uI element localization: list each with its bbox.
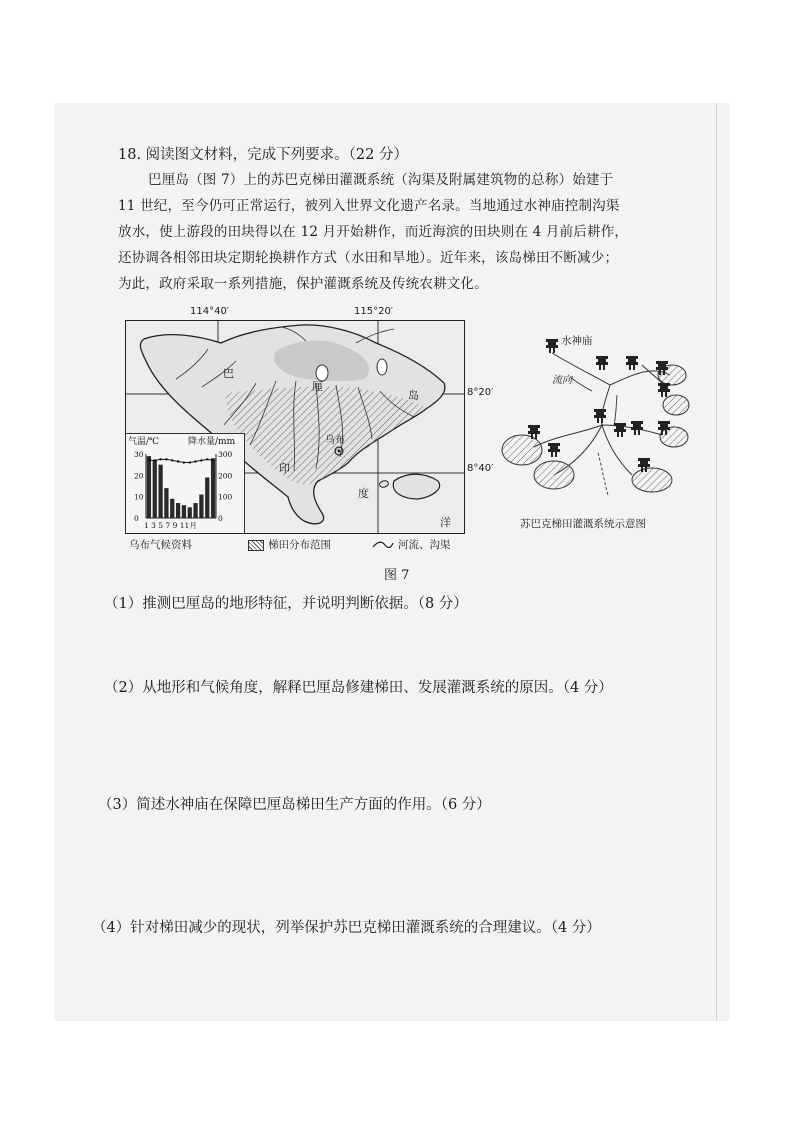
precip-axis-title: 降水量/mm xyxy=(188,437,236,447)
temp-tick-label: 0 xyxy=(134,514,139,523)
temp-point xyxy=(148,459,150,461)
temp-point xyxy=(171,459,173,461)
temp-point xyxy=(154,459,156,461)
ocean-char-2: 度 xyxy=(358,487,369,500)
terrace-legend-swatch xyxy=(248,540,264,551)
precip-tick-label: 200 xyxy=(218,471,233,481)
precip-bar xyxy=(153,460,157,518)
sub-question-2: （2）从地形和气候角度，解释巴厘岛修建梯田、发展灌溉系统的原因。（4 分） xyxy=(104,680,613,696)
precip-bar xyxy=(193,503,197,518)
precip-bar xyxy=(164,488,168,518)
sub-question-1: （1）推测巴厘岛的地形特征，并说明判断依据。（8 分） xyxy=(104,596,468,612)
precip-bar xyxy=(182,505,186,518)
material-line-5: 为此，政府采取一系列措施，保护灌溉系统及传统农耕文化。 xyxy=(118,276,488,292)
lon-label-2: 115°20′ xyxy=(354,306,394,317)
nusa-penida-island xyxy=(393,474,439,499)
temp-point xyxy=(159,458,161,460)
legend-river xyxy=(372,537,451,552)
temple-label: 水神庙 xyxy=(561,335,593,347)
temp-point xyxy=(165,458,167,460)
island-char-1: 巴 xyxy=(223,367,234,380)
flow-label: 流向 xyxy=(552,375,572,386)
small-islet xyxy=(380,481,389,487)
temp-axis-title: 气温/℃ xyxy=(128,437,160,447)
precip-bar xyxy=(205,477,209,518)
material-line-3: 放水，使上游段的田块得以在 12 月开始耕作，而近海滨的田块则在 4 月前后耕作， xyxy=(118,224,629,240)
precip-bar xyxy=(147,456,151,518)
temp-point xyxy=(183,461,185,463)
temp-point xyxy=(194,460,196,462)
question-header: 18. 阅读图文材料，完成下列要求。（22 分） xyxy=(118,147,408,163)
temp-line xyxy=(149,459,213,462)
bali-map xyxy=(125,320,465,534)
temp-tick-label: 10 xyxy=(134,492,144,502)
flow-arrows xyxy=(570,377,617,495)
precip-tick-label: 0 xyxy=(218,514,223,523)
climate-inset xyxy=(126,433,245,534)
temp-point xyxy=(189,461,191,463)
sub-question-3: （3）简述水神庙在保障巴厘岛梯田生产方面的作用。（6 分） xyxy=(98,797,491,813)
lon-label-1: 114°40′ xyxy=(190,306,230,317)
precip-bar xyxy=(211,458,215,518)
ocean-char-1: 印 xyxy=(279,462,290,475)
sub-question-4: （4）针对梯田减少的现状，列举保护苏巴克梯田灌溉系统的合理建议。（4 分） xyxy=(92,920,601,936)
subak-scheme xyxy=(492,325,702,525)
town-label: 乌布 xyxy=(325,435,345,446)
precip-bar xyxy=(170,499,174,518)
temp-point xyxy=(200,459,202,461)
climate-caption: 乌布气候资料 xyxy=(129,539,192,551)
precip-bar xyxy=(188,507,192,518)
scheme-caption: 苏巴克梯田灌溉系统示意图 xyxy=(520,518,646,530)
precip-tick-label: 300 xyxy=(218,450,233,459)
terrace-legend-label: 梯田分布范围 xyxy=(268,539,331,551)
island-char-3: 岛 xyxy=(408,389,419,402)
lat-label-2: 8°40′ xyxy=(467,463,494,474)
scheme-graphic xyxy=(492,325,702,525)
lake-2 xyxy=(377,359,387,375)
temp-point xyxy=(212,459,214,461)
material-line-2: 11 世纪，至今仍可正常运行，被列入世界文化遗产名录。当地通过水神庙控制沟渠 xyxy=(118,198,620,214)
legend-terrace xyxy=(248,537,331,552)
figure-caption: 图 7 xyxy=(384,568,410,583)
material-line-1: 巴厘岛（图 7）上的苏巴克梯田灌溉系统（沟渠及附属建筑物的总称）始建于 xyxy=(148,172,614,188)
lat-label-1: 8°20′ xyxy=(467,387,494,398)
precip-tick-label: 100 xyxy=(218,492,233,502)
temp-tick-label: 30 xyxy=(134,450,144,459)
river-legend-label: 河流、沟渠 xyxy=(398,539,451,551)
page-edge-line xyxy=(716,103,717,1021)
climate-chart xyxy=(126,434,244,534)
month-tick-labels: 1 3 5 7 9 11月 xyxy=(144,521,197,530)
ocean-char-3: 洋 xyxy=(440,516,451,529)
temp-tick-label: 20 xyxy=(134,471,144,481)
island-char-2: 厘 xyxy=(312,380,323,393)
material-line-4: 还协调各相邻田块定期轮换耕作方式（水田和旱地）。近年来，该岛梯田不断减少； xyxy=(118,250,619,266)
temp-point xyxy=(177,460,179,462)
precip-bar xyxy=(158,465,162,518)
precip-bar xyxy=(176,503,180,518)
precip-bar xyxy=(199,495,203,518)
river-legend-symbol xyxy=(372,540,394,550)
temp-point xyxy=(206,458,208,460)
exam-sheet xyxy=(54,103,730,1021)
